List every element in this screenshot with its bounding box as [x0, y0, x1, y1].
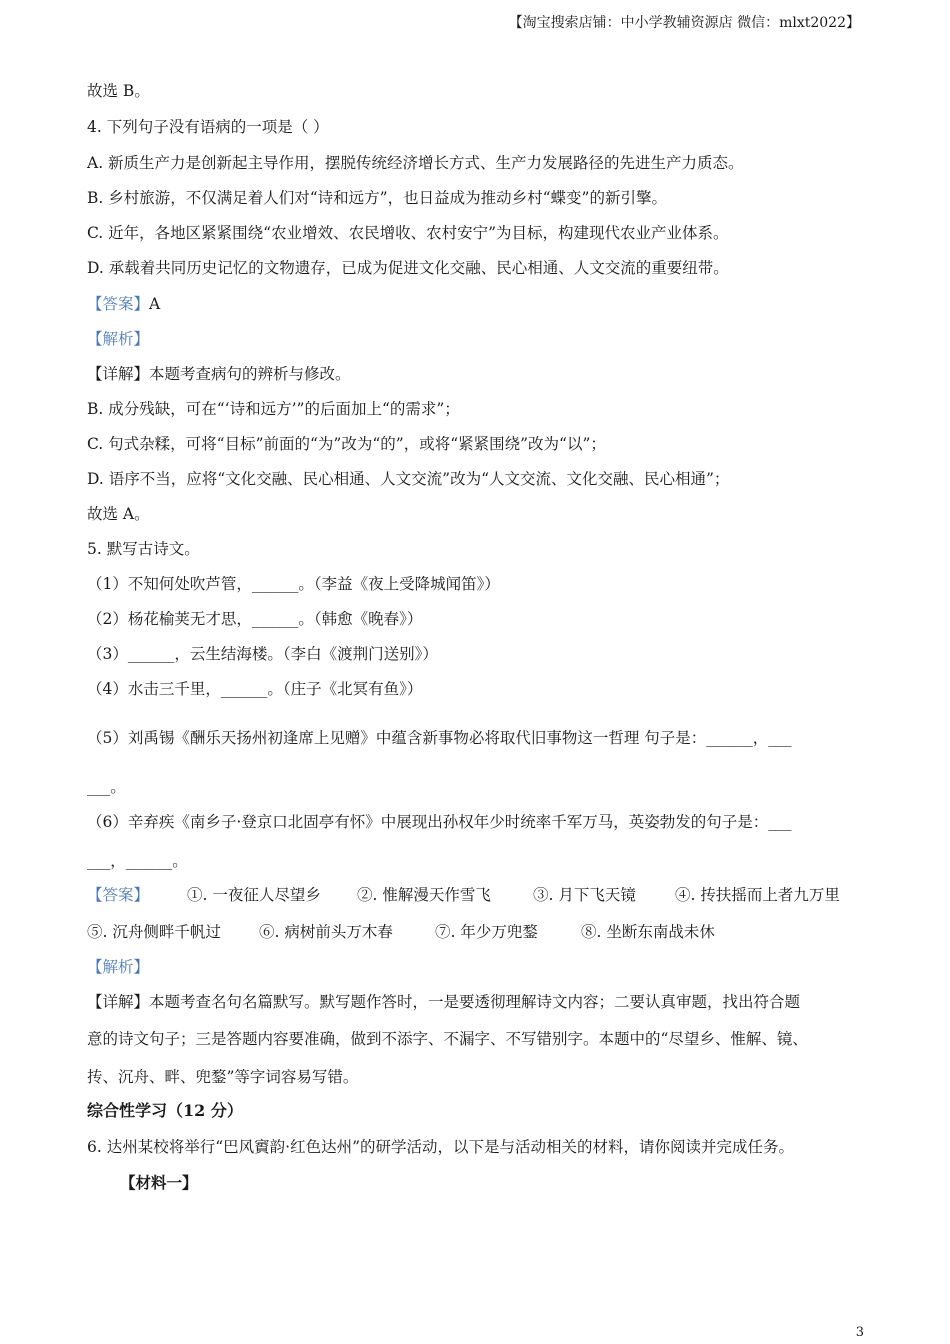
q5-item-4: （4）水击三千里，______。（庄子《北冥有鱼》）: [87, 680, 423, 698]
q5-detail-line-1: [87, 991, 800, 1013]
q5-answer-5: ⑤. 沉舟侧畔千帆过: [87, 923, 221, 941]
q5-answer-tag: 【答案】: [87, 886, 150, 904]
header-shop-info: 【淘宝搜索店铺：中小学教辅资源店 微信：mlxt2022】: [508, 15, 860, 31]
q5-detail-line-3: 抟、沉舟、畔、兜鍪”等字词容易写错。: [87, 1068, 359, 1086]
q5-answers-row-2: [87, 921, 715, 943]
q5-stem: 5. 默写古诗文。: [87, 540, 200, 558]
q6-stem: 6. 达州某校将举行“巴风賨韵·红色达州”的研学活动，以下是与活动相关的材料，请你阅读并完成任务。: [87, 1138, 794, 1156]
q5-answer-3: ③. 月下飞天镜: [533, 886, 636, 904]
q5-item-6-cont: ___，______。: [87, 852, 188, 870]
q4-detail-tag: 【详解】: [87, 365, 150, 383]
q4-answer-line: [87, 293, 160, 315]
q5-item-3: （3）______，云生结海楼。（李白《渡荆门送别》）: [87, 645, 438, 663]
q5-answers-row-1: [87, 884, 840, 906]
q4-detail-line-1: [87, 363, 351, 385]
q5-answer-8: ⑧. 坐断东南战未休: [581, 923, 715, 941]
q5-answer-2: ②. 惟解漫天作雪飞: [357, 886, 491, 904]
q5-item-5-cont: ___。: [87, 778, 126, 796]
q5-analysis-tag: 【解析】: [87, 958, 150, 976]
q4-detail-b: B. 成分残缺，可在“‘诗和远方’”的后面加上“的需求”；: [87, 400, 460, 418]
page-number: 3: [855, 1325, 864, 1340]
q5-item-1: （1）不知何处吹芦管，______。（李益《夜上受降城闻笛》）: [87, 575, 500, 593]
prev-conclusion: 故选 B。: [87, 82, 150, 100]
section-title: 综合性学习（12 分）: [87, 1101, 243, 1120]
q4-answer: A: [149, 295, 161, 313]
q4-detail-d: D. 语序不当，应将“文化交融、民心相通、人文交流”改为“人文交流、文化交融、民心相通”；: [87, 470, 730, 488]
q5-detail-tag: 【详解】: [87, 993, 150, 1011]
q4-option-c: C. 近年，各地区紧紧围绕“农业增效、农民增收、农村安宁”为目标，构建现代农业产业体系。: [87, 224, 729, 242]
q5-item-2: （2）杨花榆荚无才思，______。（韩愈《晚春》）: [87, 610, 423, 628]
q4-detail-c: C. 句式杂糅，可将“目标”前面的“为”改为“的”，或将“紧紧围绕”改为“以”；: [87, 435, 606, 453]
q4-analysis-tag: 【解析】: [87, 330, 150, 348]
q4-option-d: D. 承载着共同历史记忆的文物遗存，已成为促进文化交融、民心相通、人文交流的重要纽带。: [87, 259, 729, 277]
q5-answer-4: ④. 抟扶摇而上者九万里: [675, 886, 840, 904]
q5-answer-6: ⑥. 病树前头万木春: [259, 923, 393, 941]
q5-answer-7: ⑦. 年少万兜鍪: [435, 923, 538, 941]
q6-material-label: 【材料一】: [120, 1173, 198, 1192]
q4-conclusion: 故选 A。: [87, 505, 150, 523]
q5-detail-line-2: 意的诗文句子；三是答题内容要准确，做到不添字、不漏字、不写错别字。本题中的“尽望乡、惟解、镜、: [87, 1030, 808, 1048]
q4-stem: 4. 下列句子没有语病的一项是（ ）: [87, 118, 329, 136]
q5-answer-1: ①. 一夜征人尽望乡: [187, 886, 321, 904]
q4-detail-text: 本题考查病句的辨析与修改。: [149, 365, 351, 383]
q5-detail-text-1: 本题考查名句名篇默写。默写题作答时，一是要透彻理解诗文内容；二要认真审题，找出符合题: [149, 993, 801, 1011]
q4-option-b: B. 乡村旅游，不仅满足着人们对“诗和远方”，也日益成为推动乡村“蝶变”的新引擎。: [87, 189, 667, 207]
q4-answer-tag: 【答案】: [87, 295, 150, 313]
q5-item-6: （6）辛弃疾《南乡子·登京口北固亭有怀》中展现出孙权年少时统率千军万马，英姿勃发的句子是：___: [87, 813, 792, 831]
q4-option-a: A. 新质生产力是创新起主导作用，摆脱传统经济增长方式、生产力发展路径的先进生产力质态。: [87, 154, 744, 172]
q5-item-5: （5）刘禹锡《酬乐天扬州初逢席上见赠》中蕴含新事物必将取代旧事物这一哲理 句子是：______，___: [87, 729, 792, 747]
